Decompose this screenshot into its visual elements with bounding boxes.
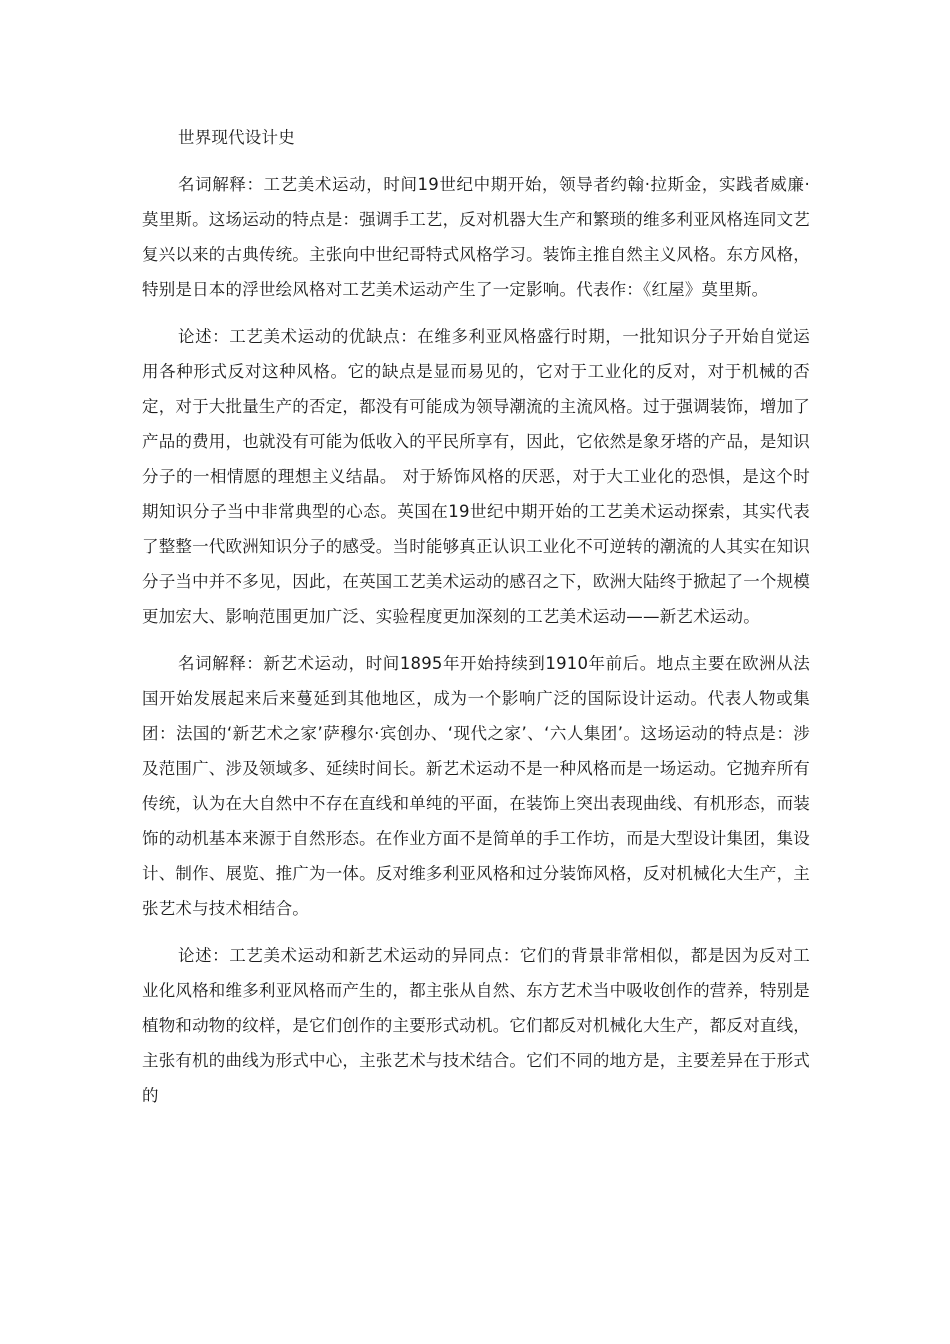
document-title: 世界现代设计史 — [178, 128, 295, 147]
paragraph-arts-and-crafts-definition: 名词解释：工艺美术运动，时间19世纪中期开始，领导者约翰·拉斯金，实践者威廉·莫里斯。这场运动的特点是：强调手工艺，反对机器大生产和繁琐的维多利亚风格连同文艺复兴以来的古典传统。主张向中世纪哥特式风格学习。装饰主推自然主义风格。东方风格，特别是日本的浮世绘风格对工艺美术运动产生了一定影响。代表作：《红屋》莫里斯。 — [142, 175, 810, 299]
paragraph-arts-and-crafts-discussion: 论述：工艺美术运动的优缺点：在维多利亚风格盛行时期，一批知识分子开始自觉运用各种形式反对这种风格。它的缺点是显而易见的，它对于工业化的反对，对于机械的否定，对于大批量生产的否定，都没有可能成为领导潮流的主流风格。过于强调装饰，增加了产品的费用，也就没有可能为低收入的平民所享有，因此，它依然是象牙塔的产品，是知识分子的一相情愿的理想主义结晶。 对于矫饰风格的厌恶，对于大工业化的恐惧，是这个时期知识分子当中非常典型的心态。英国在19世纪中期开始的工艺美术运动探索，其实代表了整整一代欧洲知识分子的感受。当时能够真正认识工业化不可逆转的潮流的人其实在知识分子当中并不多见，因此，在英国工艺美术运动的感召之下，欧洲大陆终于掀起了一个规模更加宏大、影响范围更加广泛、实验程度更加深刻的工艺美术运动——新艺术运动。 — [142, 327, 810, 626]
document-body — [142, 120, 810, 1125]
paragraph-comparison-discussion: 论述：工艺美术运动和新艺术运动的异同点：它们的背景非常相似，都是因为反对工业化风格和维多利亚风格而产生的，都主张从自然、东方艺术当中吸收创作的营养，特别是植物和动物的纹样，是它们创作的主要形式动机。它们都反对机械化大生产，都反对直线，主张有机的曲线为形式中心，主张艺术与技术结合。它们不同的地方是，主要差异在于形式的 — [142, 946, 810, 1105]
paragraph-art-nouveau-definition: 名词解释：新艺术运动，时间1895年开始持续到1910年前后。地点主要在欧洲从法国开始发展起来后来蔓延到其他地区，成为一个影响广泛的国际设计运动。代表人物或集团：法国的‘新艺术之家’萨穆尔·宾创办、‘现代之家’、‘六人集团’。这场运动的特点是：涉及范围广、涉及领域多、延续时间长。新艺术运动不是一种风格而是一场运动。它抛弃所有传统，认为在大自然中不存在直线和单纯的平面，在装饰上突出表现曲线、有机形态，而装饰的动机基本来源于自然形态。在作业方面不是简单的手工作坊，而是大型设计集团，集设计、制作、展览、推广为一体。反对维多利亚风格和过分装饰风格，反对机械化大生产，主张艺术与技术相结合。 — [142, 654, 810, 918]
